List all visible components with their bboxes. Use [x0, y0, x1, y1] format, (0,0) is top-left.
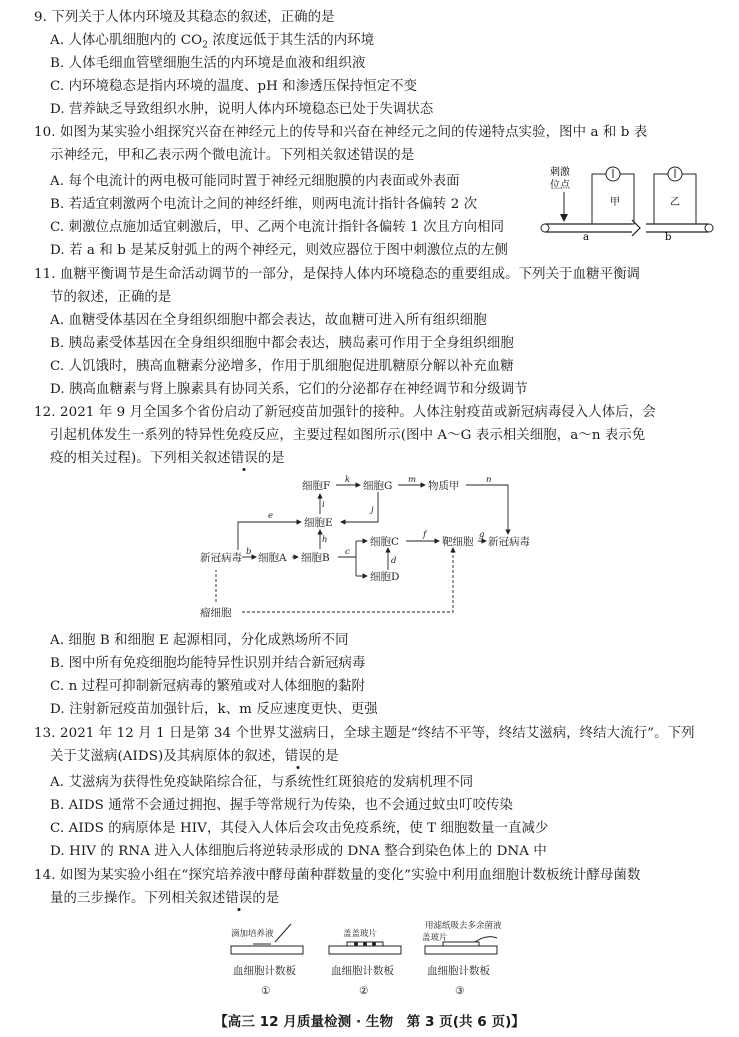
q9-option-b: B. 人体毛细血管壁细胞生活的内环境是血液和组织液	[50, 56, 366, 71]
q10-stem-line2: 示神经元，甲和乙表示两个微电流计。下列相关叙述错误的是	[50, 148, 415, 163]
step3-label-2: 盖玻片	[422, 933, 448, 943]
q13-option-d: D. HIV 的 RNA 进入人体细胞后将逆转录形成的 DNA 整合到染色体上的 DNA 中	[50, 844, 547, 859]
node-cell-e: 细胞E	[304, 517, 333, 529]
node-virus-right: 新冠病毒	[488, 536, 530, 548]
step-number-1: ①	[261, 985, 271, 997]
page-footer: 【高三 12 月质量检测 · 生物 第 3 页(共 6 页)】	[214, 1014, 525, 1030]
node-cell-f: 细胞F	[302, 480, 331, 492]
neuron-a-label: a	[583, 232, 589, 240]
q13-stem-line1: 13. 2021 年 12 月 1 日是第 34 个世界艾滋病日，全球主题是“终结不平等，终结艾滋病，终结大流行”。下列	[34, 726, 695, 741]
meter-jia-label: 甲	[610, 197, 620, 208]
board-label-1: 血细胞计数板	[233, 965, 296, 977]
neuron-experiment-figure	[540, 162, 715, 240]
node-cell-c: 细胞C	[370, 536, 400, 548]
q10-option-c: C. 刺激位点施加适宜刺激后，甲、乙两个电流计指针各偏转 1 次且方向相同	[50, 220, 505, 235]
label-f: f	[423, 530, 427, 540]
q10-option-a: A. 每个电流计的两电极可能同时置于神经元细胞膜的内表面或外表面	[50, 174, 460, 189]
label-g: g	[479, 530, 485, 540]
stim-label-2: 位点	[550, 180, 570, 191]
q11-option-d: D. 胰高血糖素与肾上腺素具有协同关系，它们的分泌都存在神经调节和分级调节	[50, 382, 528, 397]
board-label-2: 血细胞计数板	[331, 965, 394, 977]
q12-stem-line1: 12. 2021 年 9 月全国多个省份启动了新冠疫苗加强针的接种。人体注射疫苗或新冠病毒侵入人体后，会	[34, 405, 656, 420]
slide-3	[425, 946, 497, 954]
q11-option-c: C. 人饥饿时，胰高血糖素分泌增多，作用于肌细胞促进肌糖原分解以补充血糖	[50, 359, 514, 374]
node-substance: 物质甲	[428, 480, 460, 492]
node-target-cell: 靶细胞	[442, 536, 474, 548]
q14-stem-line1: 14. 如图为某实验小组在“探究培养液中酵母菌种群数量的变化”实验中利用血细胞计数板统计酵母菌数	[34, 868, 641, 883]
label-d: d	[391, 556, 397, 566]
q9-option-a: A. 人体心肌细胞内的 $CO_2$ 浓度远低于其生活的内环境	[50, 33, 375, 51]
node-cell-d: 细胞D	[370, 571, 400, 583]
q10-option-b: B. 若适宜刺激两个电流计之间的神经纤维，则两电流计指针各偏转 2 次	[50, 197, 478, 212]
q9-option-d: D. 营养缺乏导致组织水肿，说明人体内环境稳态已处于失调状态	[50, 102, 434, 117]
label-n: n	[486, 475, 492, 485]
filter-paper-icon	[475, 937, 497, 942]
node-cell-g: 细胞G	[363, 480, 393, 492]
node-cell-a: 细胞A	[258, 552, 287, 564]
immune-process-figure	[198, 474, 558, 624]
label-h: h	[322, 535, 328, 545]
q10-option-d: D. 若 a 和 b 是某反射弧上的两个神经元，则效应器位于图中刺激位点的左侧	[50, 243, 508, 258]
label-j: j	[371, 505, 374, 515]
step2-label: 盖盖玻片	[343, 929, 378, 939]
q11-option-b: B. 胰岛素受体基因在全身组织细胞中都会表达，胰岛素可作用于全身组织细胞	[50, 336, 514, 351]
q12-stem-line2: 引起机体发生一系列的特异性免疫反应，主要过程如图所示(图中 A～G 表示相关细胞，a～n 表示免	[50, 428, 646, 443]
node-tumor: 瘤细胞	[200, 607, 232, 619]
node-virus-left: 新冠病毒	[200, 552, 242, 564]
counting-chamber-figure	[225, 918, 515, 1000]
q12-stem-line3: 疫的相关过程)。下列相关叙述错误的是	[50, 451, 285, 466]
step-number-2: ②	[359, 985, 369, 997]
label-i: i	[322, 500, 325, 510]
q13-option-a: A. 艾滋病为获得性免疫缺陷综合征，与系统性红斑狼疮的发病机理不同	[50, 775, 474, 790]
neuron-b-label: b	[665, 232, 672, 240]
step-number-3: ③	[455, 985, 465, 997]
q9-stem: 9. 下列关于人体内环境及其稳态的叙述，正确的是	[34, 10, 335, 25]
q12-option-b: B. 图中所有免疫细胞均能特异性识别并结合新冠病毒	[50, 656, 366, 671]
label-m: m	[408, 475, 417, 485]
step3-label-1: 用滤纸吸去多余菌液	[425, 921, 502, 931]
q10-stem-line1: 10. 如图为某实验小组探究兴奋在神经元上的传导和兴奋在神经元之间的传递特点实验，图中 a 和 b 表	[34, 125, 648, 140]
label-b: b	[246, 547, 252, 557]
q13-stem-line2: 关于艾滋病(AIDS)及其病原体的叙述，错误的是	[50, 749, 339, 764]
q13-option-c: C. AIDS 的病原体是 HIV，其侵入人体后会攻击免疫系统，使 T 细胞数量一直减少	[50, 821, 549, 836]
label-c: c	[345, 547, 350, 557]
q14-stem-line2: 量的三步操作。下列相关叙述错误的是	[50, 891, 280, 906]
label-k: k	[345, 475, 351, 485]
q11-stem-line2: 节的叙述，正确的是	[50, 290, 172, 305]
step1-label: 滴加培养液	[231, 929, 274, 939]
board-label-3: 血细胞计数板	[427, 965, 490, 977]
q11-stem-line1: 11. 血糖平衡调节是生命活动调节的一部分，是保持人体内环境稳态的重要组成。下列关于血糖平衡调	[34, 267, 641, 282]
meter-yi-label: 乙	[670, 197, 680, 208]
slide-2	[329, 946, 401, 954]
synapse-mark	[632, 220, 640, 236]
q13-option-b: B. AIDS 通常不会通过拥抱、握手等常规行为传染，也不会通过蚊虫叮咬传染	[50, 798, 513, 813]
q12-option-d: D. 注射新冠疫苗加强针后，k、m 反应速度更快、更强	[50, 702, 378, 717]
dropper-icon	[275, 924, 291, 942]
q12-option-c: C. n 过程可抑制新冠病毒的繁殖或对人体细胞的黏附	[50, 679, 365, 694]
stim-label-1: 刺激	[550, 167, 570, 178]
label-e: e	[268, 511, 274, 521]
node-cell-b: 细胞B	[301, 552, 330, 564]
slide-1	[231, 946, 303, 954]
q11-option-a: A. 血糖受体基因在全身组织细胞中都会表达，故血糖可进入所有组织细胞	[50, 313, 487, 328]
q9-option-c: C. 内环境稳态是指内环境的温度、pH 和渗透压保持恒定不变	[50, 79, 418, 94]
q12-option-a: A. 细胞 B 和细胞 E 起源相同，分化成熟场所不同	[50, 633, 349, 648]
